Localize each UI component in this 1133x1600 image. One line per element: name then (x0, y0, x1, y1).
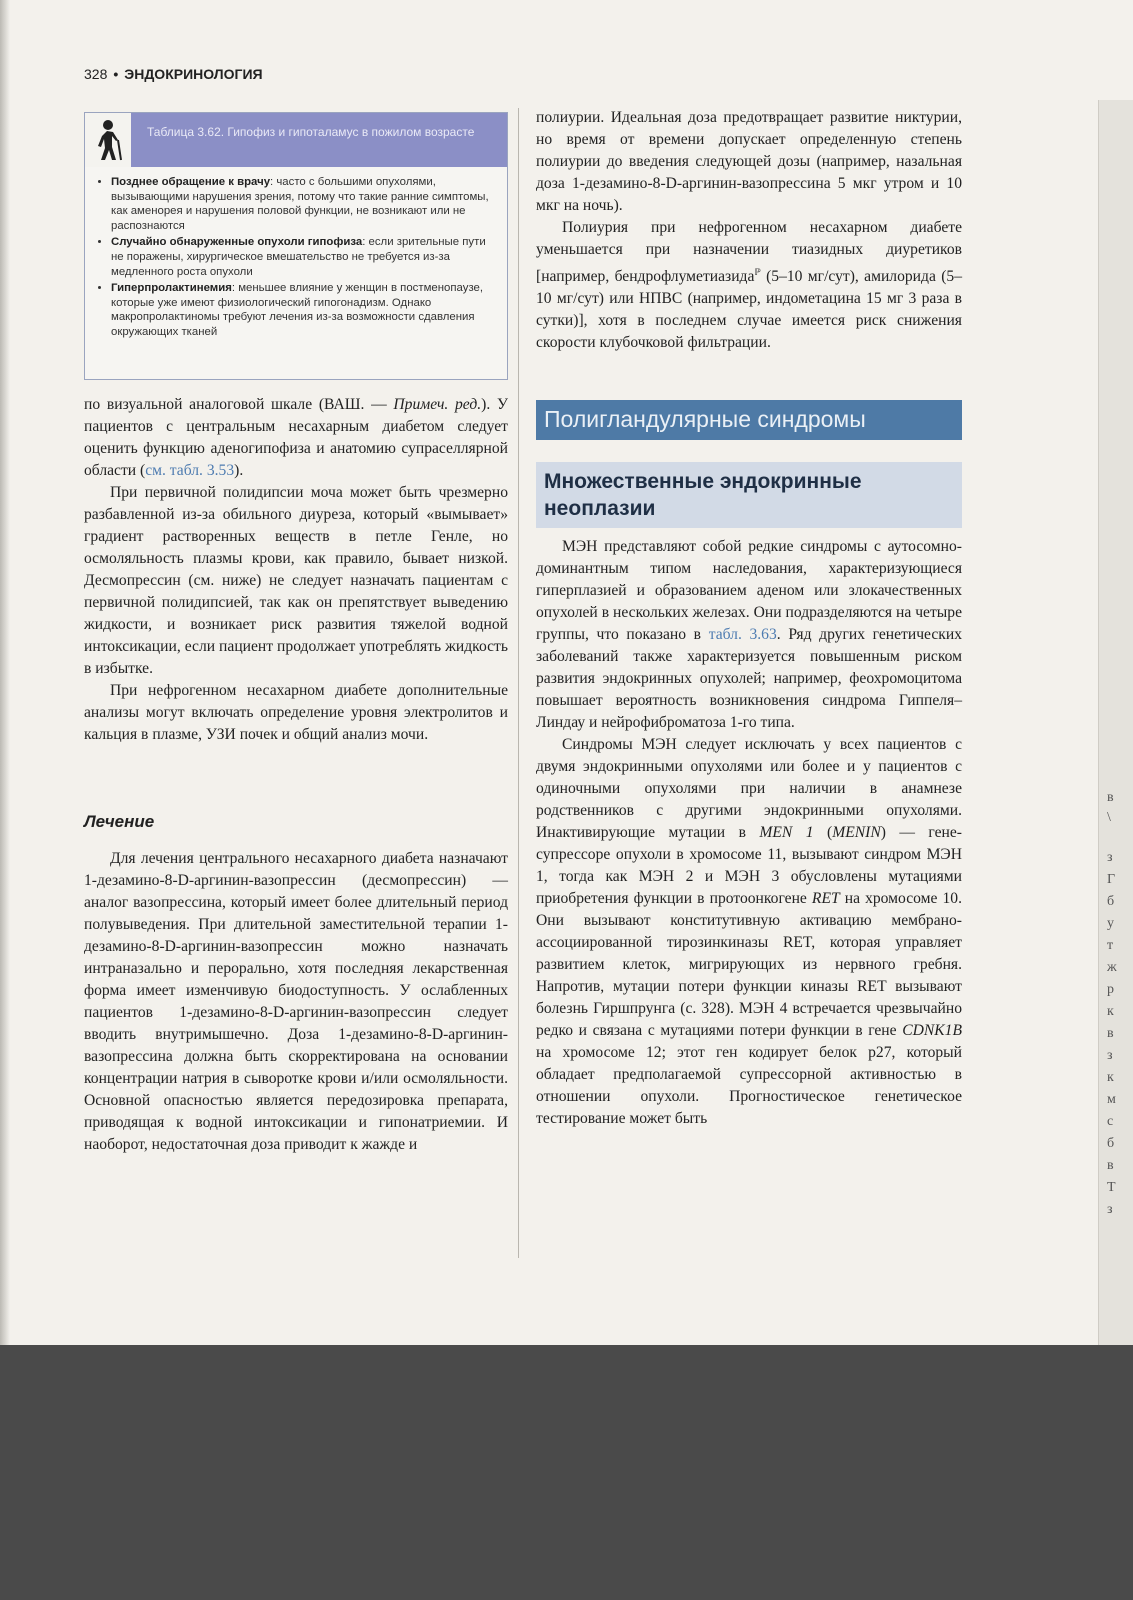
table-link[interactable]: табл. 3.63 (708, 626, 777, 643)
edge-letter: б (1107, 894, 1115, 909)
edge-letter: т (1107, 938, 1114, 953)
header-section: ЭНДОКРИНОЛОГИЯ (124, 66, 263, 82)
edge-letter: к (1107, 1004, 1114, 1019)
table-box (84, 112, 508, 380)
prescription-mark: ℙ (754, 267, 761, 277)
gene-name: CDNK1B (902, 1022, 962, 1039)
gene-name: MEN 1 (759, 824, 814, 841)
page-shadow (0, 0, 10, 1345)
list-item-term: Позднее обращение к врачу (111, 176, 271, 188)
subsection-title: Множественные эндокринные неоплазии (544, 470, 862, 520)
heading-treatment: Лечение (84, 812, 155, 831)
edge-letter: р (1107, 982, 1114, 997)
paragraph: При первичной полидипсии моча может быть чрезмерно разбавленной из-за обильного диуреза, который «вымывает» градиент растворенных веществ в петле Генле, но осмоляльность плазмы крови, как правило, бывает низкой. Десмопрессин (см. ниже) не следует назначать пациентам с первичной полидипсией, так как он препятствует выведению жидкости, и возникает риск развития тяжелой водной интоксикации, если пациент продолжает употреблять жидкость в избытке. (84, 484, 508, 677)
left-column (84, 394, 508, 746)
editor-note: Примеч. ред. (393, 396, 482, 413)
paragraph: При нефрогенном несахарном диабете дополнительные анализы могут включать определение уровня электролитов и кальция в плазме, УЗИ почек и общий анализ мочи. (84, 682, 508, 743)
edge-letter: ж (1107, 960, 1117, 975)
edge-letter: з (1107, 850, 1113, 865)
elderly-person-icon (85, 113, 131, 167)
list-item-text: : меньшее влияние у женщин в постменопаузе, которые уже имеют физиологический гипогонадизм. Однако макропролактиномы требуют лечения из-за возможности сдавления окружающих тканей (111, 282, 484, 338)
edge-letter: в (1107, 790, 1114, 805)
gene-name: MENIN (832, 824, 881, 841)
right-column-bottom (536, 536, 962, 1130)
edge-letter: з (1107, 1048, 1113, 1063)
table-title: Таблица 3.62. Гипофиз и гипоталамус в пожилом возрасте (147, 125, 475, 139)
header-separator: • (113, 66, 119, 82)
edge-letter: Г (1107, 872, 1116, 887)
paragraph: Синдромы МЭН следует исключать у всех пациентов с двумя эндокринными опухолями или более и у пациентов с одиночными опухолями при наличии в анамнезе родственников с другими эндокринными опухолями. Инактивирующие мутации в MEN 1 (MENIN) — гене-супрессоре опухоли в хромосоме 11, вызывают синдром МЭН 1, тогда как МЭН 2 и МЭН 3 обусловлены мутациями приобретения функции в протоонкогене RET на хромосоме 10. Они вызывают конститутивную активацию мембрано-ассоциированной тирозинкиназы RET, которая управляет развитием клеток, мигрирующих из нервного гребня. Напротив, мутации потери функции киназы RET вызывают болезнь Гиршпрунга (с. 328). МЭН 4 встречается чрезвычайно редко и связана с мутациями потери функции в гене CDNK1B на хромосоме 12; этот ген кодирует белок p27, который обладает предполагаемой супрессорной активностью в отношении опухоли. Прогностическое генетическое тестирование может быть (536, 736, 963, 1127)
section-heading-bar (536, 400, 962, 440)
running-header (84, 66, 263, 82)
list-item-text: : часто с большими опухолями, вызывающими нарушения зрения, потому что такие ранние симптомы, как аменорея и нарушения половой функции, не возникают или не распознаются (111, 176, 489, 232)
paragraph: МЭН представляют собой редкие синдромы с аутосомно-доминантным типом наследования, характеризующиеся гиперплазией и образованием аденом или злокачественных опухолей в нескольких железах. Они подразделяются на четыре группы, что показано в табл. 3.63. Ряд других генетических заболеваний также характеризуется повышенным риском развития эндокринных опухолей; например, феохромоцитома повышает вероятность возникновения синдрома Гиппеля–Линдау и нейрофиброматоза 1-го типа. (536, 538, 962, 731)
next-page-edge (1098, 100, 1133, 1345)
table-link[interactable]: см. табл. 3.53 (145, 462, 235, 479)
paragraph: Полиурия при нефрогенном несахарном диабете уменьшается при назначении тиазидных диуретиков [например, бендрофлуметиазида$^ℙ$ (5–10 мг/сут), амилорида (5–10 мг/сут) или НПВС (например, индометацина 15 мг 3 раза в сутки)], хотя в последнем случае имеется риск снижения скорости клубочковой фильтрации. (536, 219, 962, 352)
edge-letter: с (1107, 1114, 1114, 1129)
page-number: 328 (84, 66, 108, 82)
table-list (85, 175, 507, 340)
list-item-term: Гиперпролактинемия (111, 282, 232, 295)
right-column-top (536, 107, 962, 354)
list-item-text: : если зрительные пути не поражены, хирургическое вмешательство не требуется из-за медленного роста опухоли (111, 236, 486, 278)
section-title: Полигландулярные синдромы (544, 406, 866, 432)
edge-letter: к (1107, 1070, 1114, 1085)
list-item (111, 235, 495, 279)
paragraph: Для лечения центрального несахарного диабета назначают 1-дезамино-8-D-аргинин-вазопрессин (десмопрессин) — аналог вазопрессина, который имеет более длительный период полувыведения. При длительной заместительной терапии 1-дезамино-8-D-аргинин-вазопрессин можно назначать интраназально и перорально, хотя последняя лекарственная форма имеет изменчивую биодоступность. У ослабленных пациентов 1-дезамино-8-D-аргинин-вазопрессин следует вводить внутримышечно. Доза 1-дезамино-8-D-аргинин-вазопрессина должна быть скорректирована на основании концентрации натрия в сыворотке крови и/или осмоляльности. Основной опасностью является передозировка препарата, приводящая к водной интоксикации и гипонатриемии. И наоборот, недостаточная доза приводит к жажде и (84, 850, 508, 1153)
edge-letter: у (1107, 916, 1114, 931)
column-divider (518, 108, 519, 1258)
list-item (111, 175, 495, 233)
edge-letter: Т (1107, 1180, 1116, 1195)
edge-letter: в (1107, 1026, 1114, 1041)
paragraph: полиурии. Идеальная доза предотвращает развитие никтурии, но время от времени допускает определенную степень полиурии до введения следующей дозы (например, назальная доза 1-дезамино-8-D-аргинин-вазопрессина 5 мкг утром и 10 мкг на ночь). (536, 109, 962, 214)
list-item (111, 281, 495, 339)
edge-letter: \ (1107, 810, 1111, 825)
left-column-treatment (84, 848, 508, 1156)
edge-letter: з (1107, 1202, 1113, 1217)
edge-letter: м (1107, 1092, 1116, 1107)
table-box-header (85, 113, 507, 167)
edge-letter: в (1107, 1158, 1114, 1173)
paragraph: по визуальной аналоговой шкале (ВАШ. — Примеч. ред.). У пациентов с центральным несахарным диабетом следует оценить функцию аденогипофиза и анатомию супраселлярной области (см. табл. 3.53). (84, 396, 509, 479)
subsection-heading-bar (536, 462, 962, 528)
list-item-term: Случайно обнаруженные опухоли гипофиза (111, 236, 363, 249)
gene-name: RET (811, 890, 840, 907)
edge-letter: б (1107, 1136, 1115, 1151)
